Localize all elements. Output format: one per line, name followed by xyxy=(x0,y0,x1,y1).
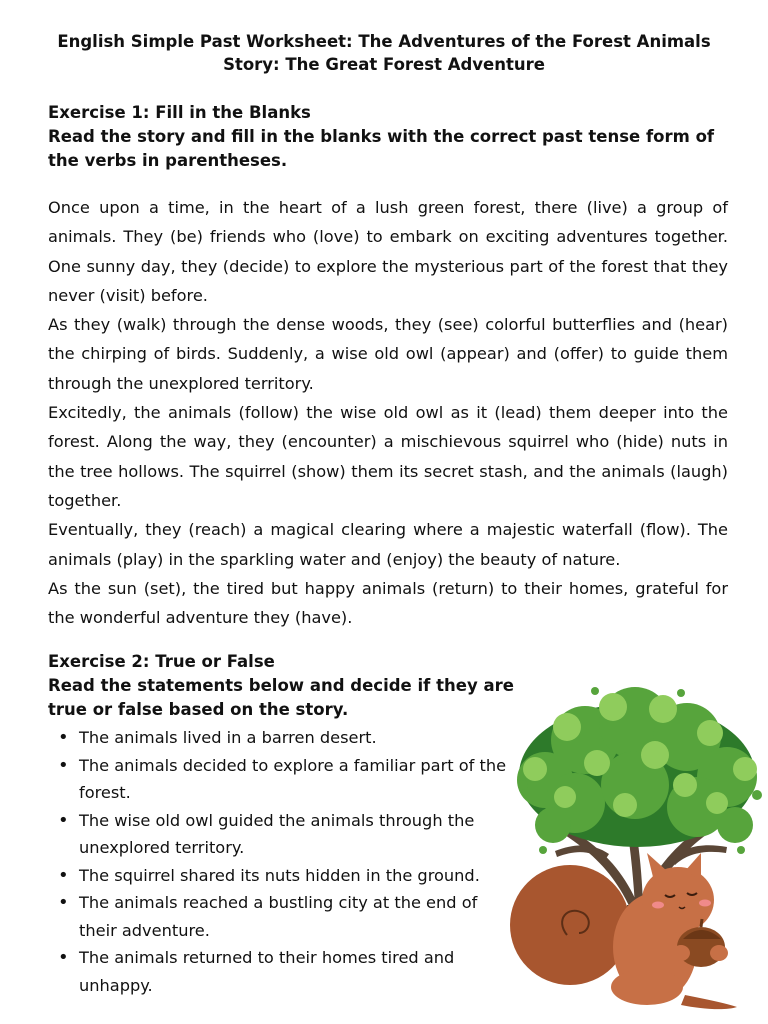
tree-and-squirrel-illustration xyxy=(505,685,767,1020)
exercise-2-instruction: Read the statements below and decide if they are true or false based on the story. xyxy=(48,676,514,719)
exercise-1-instruction: Read the story and fill in the blanks with the correct past tense form of the verbs in parentheses. xyxy=(48,127,715,170)
exercise-1-heading: Exercise 1: Fill in the Blanks xyxy=(48,103,311,122)
story-paragraph: Excitedly, the animals (follow) the wise old owl as it (lead) them deeper into the forest. Along the way, they (encounter) a mischievous squirrel who (hide) nuts in the tree hollows. The squirrel (show) them its secret stash, and the animals (laugh) together. xyxy=(48,403,728,510)
statement-item: • The squirrel shared its nuts hidden in the ground. xyxy=(79,862,514,890)
tree-squirrel-svg xyxy=(505,685,767,1020)
squirrel-tail xyxy=(510,865,630,985)
statement-item: • The animals lived in a barren desert. xyxy=(79,724,514,752)
statement-item: • The animals reached a bustling city at the end of their adventure. xyxy=(79,889,514,944)
statement-list xyxy=(48,724,514,999)
statement-item: • The wise old owl guided the animals through the unexplored territory. xyxy=(79,807,514,862)
exercise-1-section xyxy=(48,101,728,632)
title-line-1: English Simple Past Worksheet: The Adventures of the Forest Animals xyxy=(57,32,711,51)
statement-item: • The animals decided to explore a familiar part of the forest. xyxy=(79,752,514,807)
tree-foliage xyxy=(517,687,762,854)
story-paragraph: Once upon a time, in the heart of a lush green forest, there (live) a group of animals. They (be) friends who (love) to embark on exciting adventures together. One sunny day, they (decide) to explore the mysterious part of the forest that they never (visit) before. xyxy=(48,198,728,305)
title-line-2: Story: The Great Forest Adventure xyxy=(223,55,545,74)
exercise-2-heading: Exercise 2: True or False xyxy=(48,652,275,671)
worksheet-title xyxy=(40,30,728,76)
story-paragraph: Eventually, they (reach) a magical clearing where a majestic waterfall (flow). The animals (play) in the sparkling water and (enjoy) the beauty of nature. xyxy=(48,520,728,569)
exercise-2-section xyxy=(48,650,514,999)
story-paragraph: As they (walk) through the dense woods, they (see) colorful butterflies and (hear) the chirping of birds. Suddenly, a wise old owl (appear) and (offer) to guide them through the unexplored territory. xyxy=(48,315,728,393)
squirrel xyxy=(510,853,737,1009)
story-text xyxy=(48,193,728,632)
story-paragraph: As the sun (set), the tired but happy animals (return) to their homes, grateful for the wonderful adventure they (have). xyxy=(48,578,728,628)
statement-item: • The animals returned to their homes tired and unhappy. xyxy=(79,944,514,999)
